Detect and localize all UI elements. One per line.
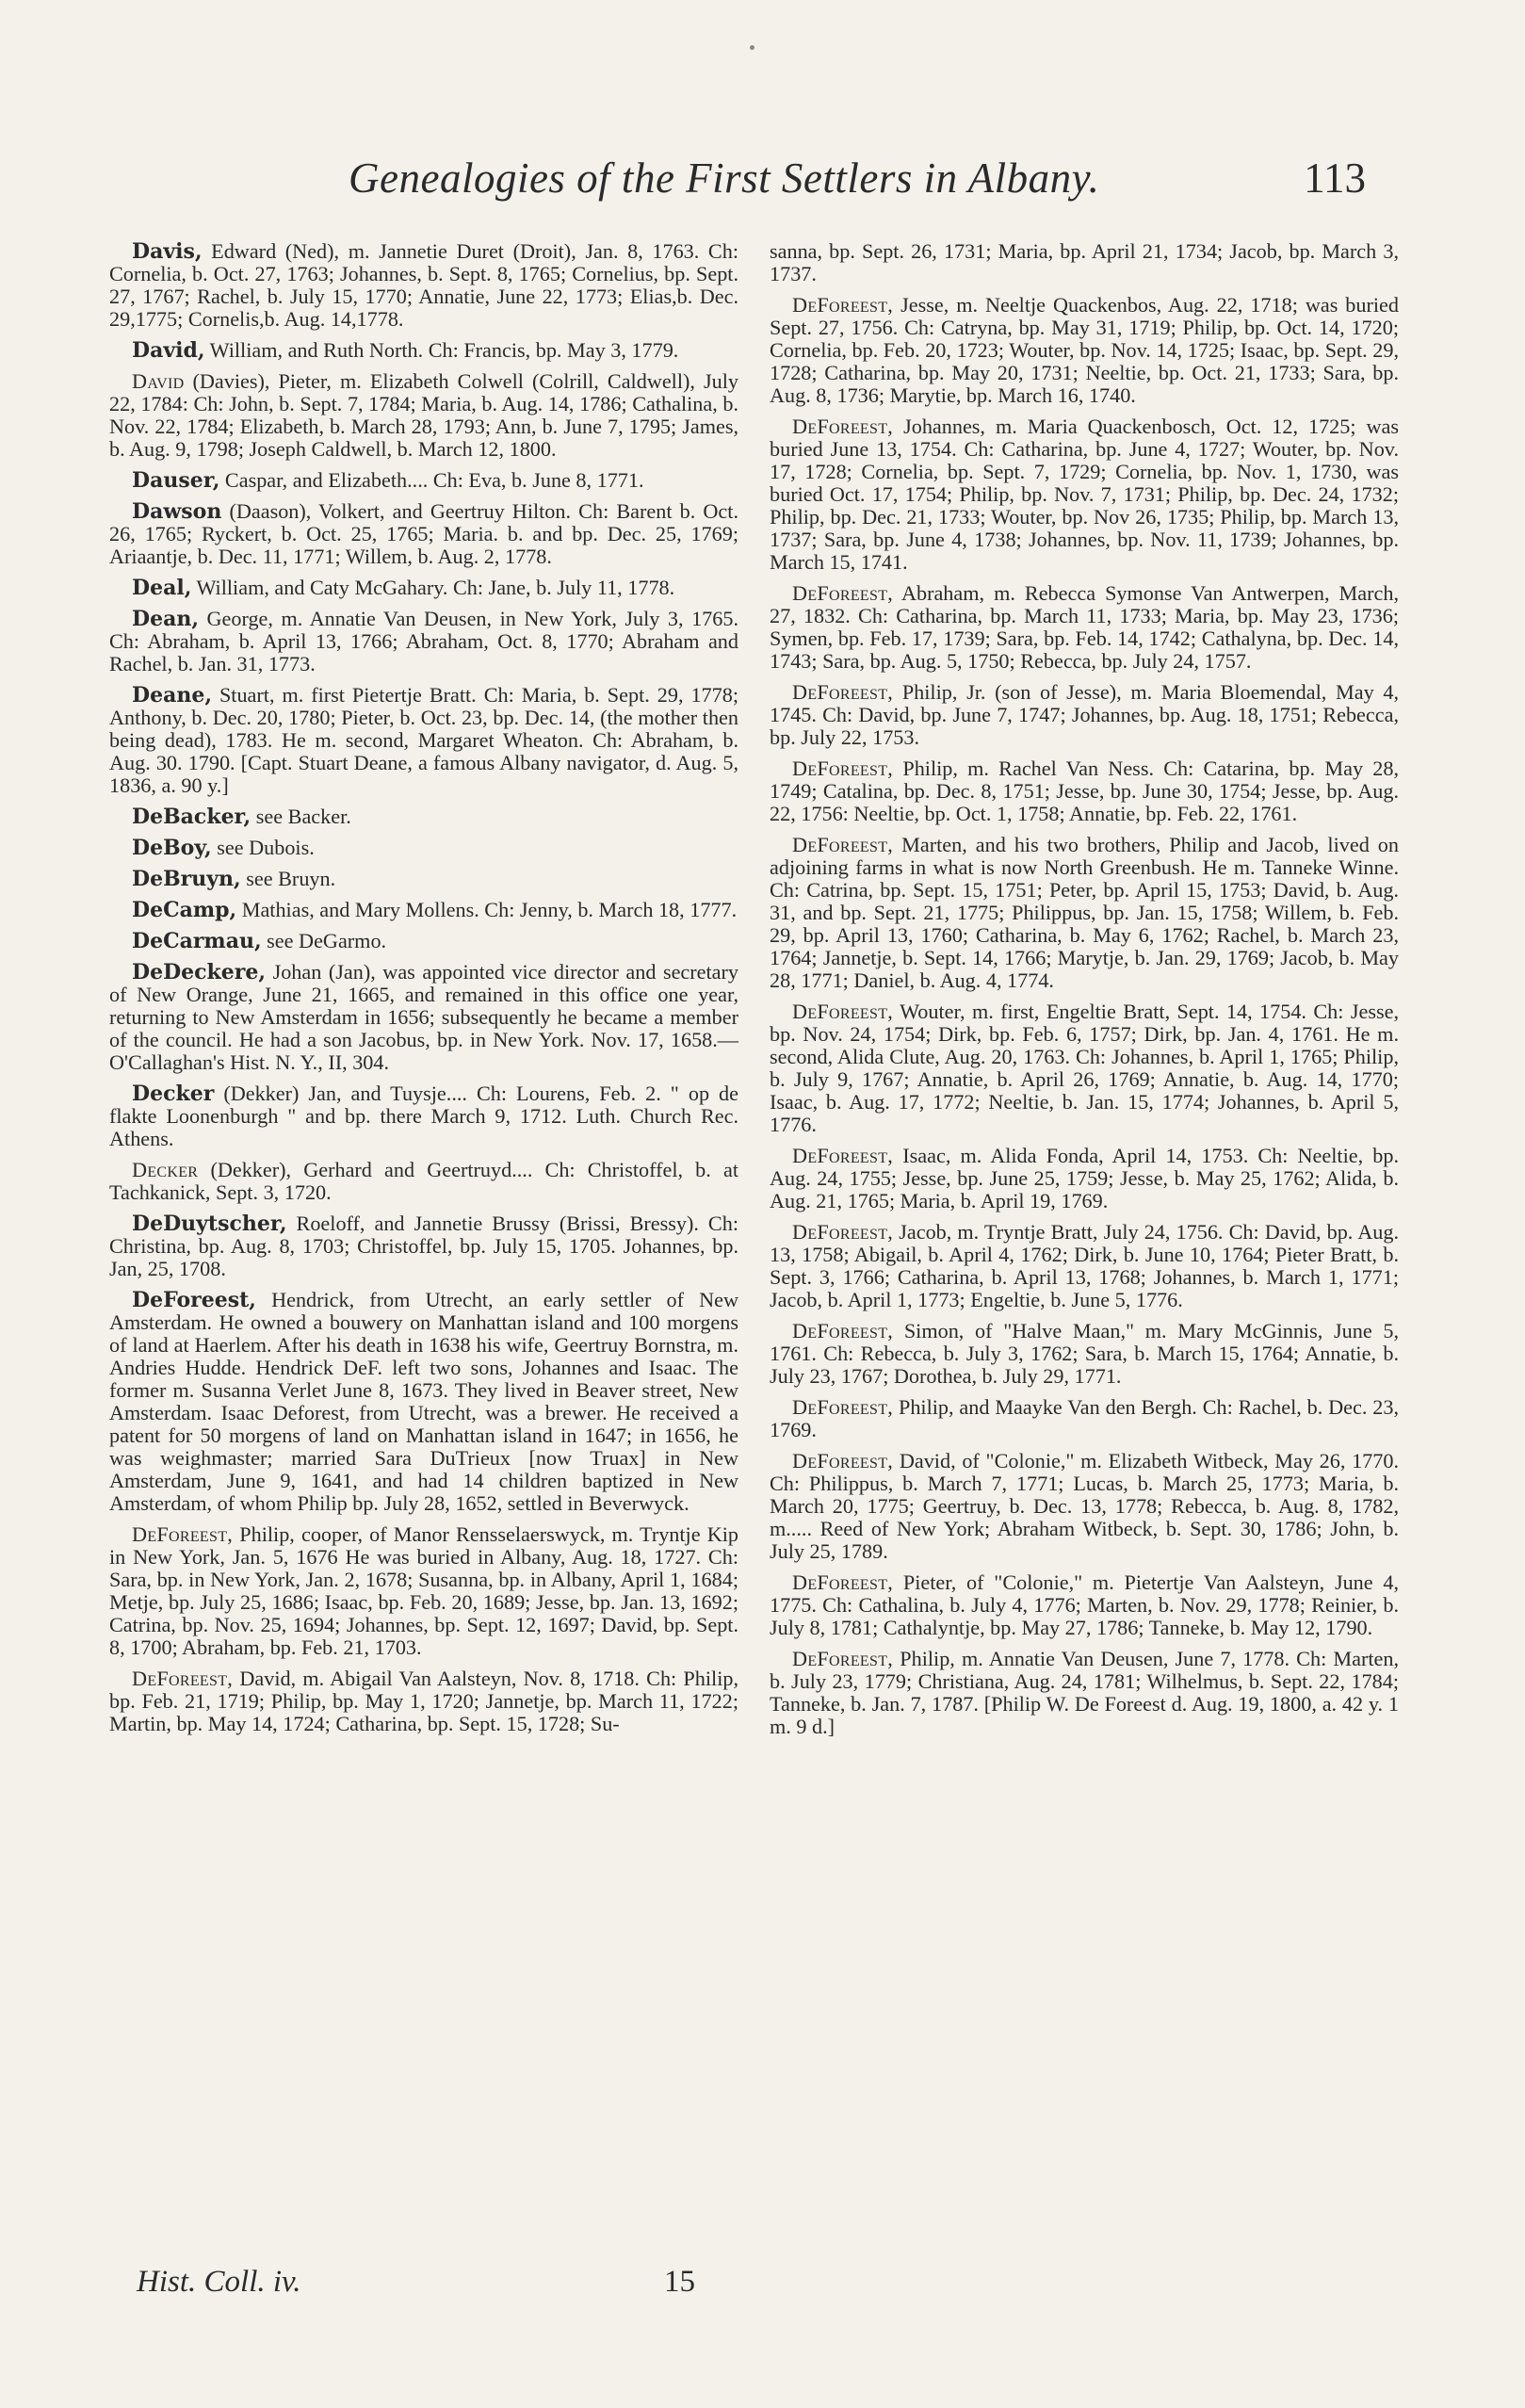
genealogy-entry [109,339,738,362]
entry-text: George, m. Annatie Van Deusen, in New York, July 3, 1765. Ch: Abraham, b. April 13, 1766; Abraham, Oct. 8, 1770; Abraham and Rachel, b. Jan. 31, 1773. [109,607,738,675]
entry-text: see Bruyn. [240,867,336,890]
genealogy-entry [109,868,738,890]
entry-text: sanna, bp. Sept. 26, 1731; Maria, bp. April 21, 1734; Jacob, bp. March 3, 1737. [770,239,1399,285]
entry-text: Marten, and his two brothers, Philip and Jacob, lived on adjoining farms in what is now North Greenbush. He m. Tanneke Winne. Ch: Catrina, bp. Sept. 15, 1751; Peter, bp. April 15, 1753; David, b. Aug. 31, and bp. Sept. 21, 1775; Philippus, bp. Jan. 15, 1758; Willem, b. Feb. 29, bp. April 13, 1760; Catharina, b. May 6, 1762; Rachel, b. March 23, 1764; Jannetje, b. Sept. 14, 1766; Marytje, b. Jan. 29, 1769; Jacob, b. May 28, 1771; Daniel, b. Aug. 4, 1774. [770,833,1399,992]
entry-text: Caspar, and Elizabeth.... Ch: Eva, b. June 8, 1771. [219,468,644,492]
genealogy-entry [770,1001,1399,1136]
entry-headword: DeCamp, [132,898,237,922]
entry-text: (Davies), Pieter, m. Elizabeth Colwell (Colrill, Caldwell), July 22, 1784: Ch: John, b. Sept. 7, 1784; Maria, b. Aug. 14, 1786; Cathalina, b. Nov. 22, 1784; Elizabeth, b. March 28, 1793; Ann, b. June 7, 1795; James, b. Aug. 9, 1798; Joseph Caldwell, b. March 12, 1800. [109,369,738,461]
entry-headword: DeCarmau, [132,929,262,953]
genealogy-entry [770,1320,1399,1388]
genealogy-entry [770,1571,1399,1639]
entry-headword: DeDeckere, [132,960,267,984]
entry-headword: DeForeest, [792,1220,894,1244]
genealogy-entry [770,1450,1399,1563]
sheet-number: 15 [664,2265,695,2299]
entry-text: see Dubois. [211,836,315,859]
genealogy-entry [109,1082,738,1150]
page-header [349,154,1366,210]
genealogy-entry [109,577,738,599]
entry-headword: DeForeest, [792,1395,894,1419]
entry-headword: DeForeest, [792,833,894,856]
entry-headword: DeForeest, [792,757,894,780]
genealogy-entry [109,899,738,921]
entry-headword: Davis, [132,239,203,264]
entry-text: Philip, m. Rachel Van Ness. Ch: Catarina, bp. May 28, 1749; Catalina, bp. Dec. 8, 1751; Jesse, bp. June 30, 1754; Jesse, bp. Aug. 22, 1756: Neeltie, bp. Oct. 1, 1758; Annatie, bp. Feb. 22, 1761. [770,757,1399,825]
entry-headword: DeBacker, [132,805,251,829]
genealogy-entry [109,1668,738,1735]
entry-text: Philip, Jr. (son of Jesse), m. Maria Bloemendal, May 4, 1745. Ch: David, bp. June 7, 1747; Johannes, bp. Aug. 18, 1751; Rebecca, bp. July 22, 1753. [770,680,1399,749]
entry-text: Jacob, m. Tryntje Bratt, July 24, 1756. Ch: David, bp. Aug. 13, 1758; Abigail, b. April 4, 1762; Dirk, b. June 10, 1764; Pieter Bratt, b. Sept. 3, 1766; Catharina, b. April 13, 1768; Johannes, b. March 1, 1771; Jacob, b. April 1, 1773; Engeltie, b. June 5, 1776. [770,1220,1399,1311]
entry-text: Simon, of "Halve Maan," m. Mary McGinnis, June 5, 1761. Ch: Rebecca, b. July 3, 1762; Sara, b. March 15, 1764; Annatie, b. July 23, 1767; Dorothea, b. July 29, 1771. [770,1319,1399,1388]
printer-mark [750,45,754,50]
entry-headword: Deane, [132,683,212,708]
left-column [109,240,738,1744]
entry-text: Wouter, m. first, Engeltie Bratt, Sept. 14, 1754. Ch: Jesse, bp. Nov. 24, 1754; Dirk, bp. Feb. 6, 1757; Dirk, bp. Jan. 4, 1761. He m. second, Alida Clute, Aug. 20, 1763. Ch: Johannes, b. April 1, 1765; Philip, b. July 9, 1767; Annatie, b. April 26, 1769; Annatie, b. Aug. 14, 1770; Isaac, b. Aug. 17, 1772; Neeltie, b. Jan. 15, 1774; Johannes, b. April 5, 1776. [770,1000,1399,1136]
page-number: 113 [1304,155,1366,202]
genealogy-entry [770,415,1399,574]
genealogy-entry [770,757,1399,825]
entry-headword: DeForeest, [132,1522,234,1546]
genealogy-entry [109,240,738,331]
entry-text: Roeloff, and Jannetie Brussy (Brissi, Bressy). Ch: Christina, bp. Aug. 8, 1703; Christoffel, bp. July 15, 1705. Johannes, bp. Jan, 25, 1708. [109,1212,738,1280]
entry-headword: David, [132,338,205,363]
entry-text: Philip, and Maayke Van den Bergh. Ch: Rachel, b. Dec. 23, 1769. [770,1395,1399,1441]
genealogy-entry [109,1159,738,1204]
genealogy-entry [109,684,738,797]
genealogy-entry [770,681,1399,749]
entry-headword: DeBruyn, [132,867,241,891]
entry-text: see DeGarmo. [261,929,387,952]
genealogy-entry [770,1648,1399,1738]
entry-headword: DeForeest, [132,1288,256,1312]
genealogy-entry [109,1523,738,1659]
genealogy-entry [109,961,738,1074]
entry-headword: DeForeest, [792,1000,894,1023]
genealogy-entry [109,805,738,828]
genealogy-entry [770,240,1399,285]
genealogy-entry [109,608,738,675]
entry-text: Mathias, and Mary Mollens. Ch: Jenny, b. March 18, 1777. [236,898,738,921]
signature-mark: Hist. Coll. iv. [137,2265,301,2299]
genealogy-entry [770,1145,1399,1212]
entry-headword: DeDuytscher, [132,1212,287,1236]
entry-text: William, and Caty McGahary. Ch: Jane, b. July 11, 1778. [191,576,675,599]
entry-headword: Decker [132,1158,199,1181]
entry-text: Philip, cooper, of Manor Rensselaerswyck, m. Tryntje Kip in New York, Jan. 5, 1676 He was buried in Albany, Aug. 18, 1727. Ch: Sara, bp. in New York, Jan. 2, 1678; Susanna, bp. in Albany, April 1, 1684; Metje, bp. July 25, 1686; Isaac, bp. Feb. 20, 1689; Jesse, bp. Jan. 13, 1692; Catrina, bp. Nov. 25, 1694; Johannes, bp. Sept. 12, 1697; David, bp. Sept. 8, 1700; Abraham, bp. Feb. 21, 1703. [109,1522,738,1659]
page-footer [137,2265,1361,2312]
entry-headword: DeForeest, [792,1144,894,1167]
entry-text: (Dekker) Jan, and Tuysje.... Ch: Lourens, Feb. 2. " op de flakte Loonenburgh " and bp. there March 9, 1712. Luth. Church Rec. Athens. [109,1082,738,1150]
genealogy-entry [770,294,1399,407]
entry-text: Pieter, of "Colonie," m. Pietertje Van Aalsteyn, June 4, 1775. Ch: Cathalina, b. July 4, 1776; Marten, b. Nov. 29, 1778; Reinier, b. July 8, 1781; Cathalyntje, bp. May 27, 1786; Tanneke, b. May 12, 1790. [770,1570,1399,1639]
entry-headword: DeForeest, [792,1449,894,1472]
running-title: Genealogies of the First Settlers in Albany. [349,155,1100,202]
entry-text: David, m. Abigail Van Aalsteyn, Nov. 8, 1718. Ch: Philip, bp. Feb. 21, 1719; Philip, bp. May 1, 1720; Jannetje, bp. March 11, 1722; Martin, bp. May 14, 1724; Catharina, bp. Sept. 15, 1728; Su- [109,1667,738,1735]
entry-headword: Deal, [132,576,192,600]
genealogy-entry [109,930,738,952]
right-column [770,240,1399,1747]
entry-headword: DeForeest, [792,415,894,438]
entry-headword: David [132,369,185,393]
genealogy-entry [109,1212,738,1280]
entry-headword: DeForeest, [792,1647,894,1670]
entry-text: Hendrick, from Utrecht, an early settler of New Amsterdam. He owned a bouwery on Manhattan island and 100 morgens of land at Haerlem. After his death in 1638 his wife, Geertruy Bornstra, m. Andries Hudde. Hendrick DeF. left two sons, Johannes and Isaac. The former m. Susanna Verlet June 8, 1673. They lived in Beaver street, New Amsterdam. Isaac Deforest, from Utrecht, was a brewer. He received a patent for 50 morgens of land on Manhattan island in 1647; in 1656, he was weighmaster; married Sara DuTrieux [now Truax] in New Amsterdam, June 9, 1641, and had 14 children baptized in New Amsterdam, of whom Philip bp. July 28, 1652, settled in Beverwyck. [109,1288,738,1515]
entry-headword: Dean, [132,607,199,631]
entry-headword: DeForeest, [792,680,894,704]
genealogy-entry [109,1289,738,1515]
entry-text: William, and Ruth North. Ch: Francis, bp. May 3, 1779. [204,338,679,362]
entry-text: Philip, m. Annatie Van Deusen, June 7, 1778. Ch: Marten, b. July 23, 1779; Christiana, Aug. 24, 1781; Wilhelmus, b. Sept. 22, 1784; Tanneke, b. Jan. 7, 1787. [Philip W. De Foreest d. Aug. 19, 1800, a. 42 y. 1 m. 9 d.] [770,1647,1399,1738]
genealogy-entry [770,1396,1399,1441]
entry-text: Johannes, m. Maria Quackenbosch, Oct. 12, 1725; was buried June 13, 1754. Ch: Catharina, bp. June 4, 1727; Wouter, bp. Nov. 17, 1728; Cornelia, bp. Sept. 7, 1729; Cornelia, bp. Nov. 1, 1730, was buried Oct. 17, 1754; Philip, bp. Nov. 7, 1731; Philip, bp. Dec. 24, 1732; Philip, bp. Dec. 21, 1733; Wouter, bp. Nov 26, 1735; Philip, bp. March 13, 1737; Sara, bp. June 4, 1738; Johannes, bp. Nov. 11, 1739; Johannes, bp. March 15, 1741. [770,415,1399,574]
entry-text: Isaac, m. Alida Fonda, April 14, 1753. Ch: Neeltie, bp. Aug. 24, 1755; Jesse, bp. June 25, 1759; Jesse, b. May 25, 1762; Alida, b. Aug. 21, 1765; Maria, b. April 19, 1769. [770,1144,1399,1212]
entry-text: Abraham, m. Rebecca Symonse Van Antwerpen, March, 27, 1832. Ch: Catharina, bp. March 11, 1733; Maria, bp. May 23, 1736; Symen, bp. Feb. 17, 1739; Sara, bp. Feb. 14, 1742; Cathalyna, bp. Dec. 14, 1743; Sara, bp. Aug. 5, 1750; Rebecca, bp. July 24, 1757. [770,581,1399,673]
entry-headword: Dawson [132,499,222,524]
genealogy-entry [770,1221,1399,1311]
entry-headword: DeForeest, [132,1667,234,1690]
genealogy-entry [770,582,1399,673]
genealogy-entry [770,834,1399,992]
entry-text: (Dekker), Gerhard and Geertruyd.... Ch: Christoffel, b. at Tachkanick, Sept. 3, 1720. [109,1158,738,1204]
entry-headword: DeForeest, [792,1570,894,1594]
entry-headword: DeBoy, [132,836,212,860]
entry-headword: Decker [132,1082,215,1106]
entry-headword: DeForeest, [792,1319,894,1342]
entry-text: Stuart, m. first Pietertje Bratt. Ch: Maria, b. Sept. 29, 1778; Anthony, b. Dec. 20, 1780; Pieter, b. Oct. 23, bp. Dec. 14, (the mother then being dead), 1783. He m. second, Margaret Wheaton. Ch: Abraham, b. Aug. 30. 1790. [Capt. Stuart Deane, a famous Albany navigator, d. Aug. 5, 1836, a. 90 y.] [109,683,738,797]
entry-text: (Daason), Volkert, and Geertruy Hilton. Ch: Barent b. Oct. 26, 1765; Ryckert, b. Oct. 25, 1765; Maria. b. and bp. Dec. 25, 1769; Ariaantje, b. Dec. 11, 1771; Willem, b. Aug. 2, 1778. [109,499,738,568]
entry-text: David, of "Colonie," m. Elizabeth Witbeck, May 26, 1770. Ch: Philippus, b. March 7, 1771; Lucas, b. March 25, 1773; Maria, b. March 20, 1775; Geertruy, b. Dec. 13, 1778; Rebecca, b. Aug. 8, 1782, m..... Reed of New York; Abraham Witbeck, b. Sept. 30, 1786; John, b. July 25, 1789. [770,1449,1399,1563]
entry-text: Edward (Ned), m. Jannetie Duret (Droit), Jan. 8, 1763. Ch: Cornelia, b. Oct. 27, 1763; Johannes, b. Sept. 8, 1765; Cornelius, bp. Sept. 27, 1767; Rachel, b. July 15, 1770; Annatie, June 22, 1773; Elias,b. Dec. 29,1775; Cornelis,b. Aug. 14,1778. [109,239,738,331]
entry-text: Jesse, m. Neeltje Quackenbos, Aug. 22, 1718; was buried Sept. 27, 1756. Ch: Catryna, bp. May 31, 1719; Philip, bp. Oct. 14, 1720; Cornelia, bp. Feb. 20, 1723; Wouter, bp. Nov. 14, 1725; Isaac, bp. Sept. 29, 1728; Catharina, bp. May 20, 1731; Neeltie, bp. Oct. 21, 1733; Sara, bp. Aug. 8, 1736; Marytie, bp. March 16, 1740. [770,293,1399,407]
genealogy-entry [109,500,738,568]
entry-text: Johan (Jan), was appointed vice director and secretary of New Orange, June 21, 1665, and remained in this office one year, returning to New Amsterdam in 1656; subsequently he became a member of the council. He had a son Jacobus, bp. in New York. Nov. 17, 1658.— O'Callaghan's Hist. N. Y., II, 304. [109,960,738,1074]
entry-headword: Dauser, [132,468,220,493]
entry-headword: DeForeest, [792,581,894,605]
genealogy-entry [109,837,738,859]
genealogy-entry [109,469,738,492]
entry-headword: DeForeest, [792,293,894,317]
genealogy-entry [109,370,738,461]
entry-text: see Backer. [251,805,351,828]
